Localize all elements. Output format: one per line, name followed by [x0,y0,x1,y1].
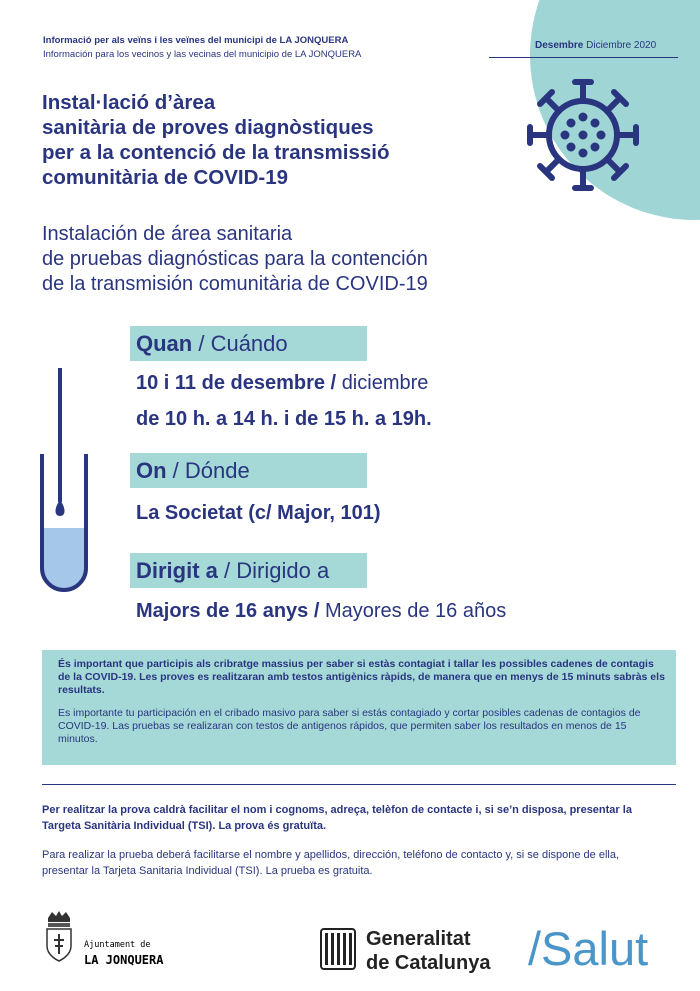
when-dates-ca: 10 i 11 de desembre / [136,372,342,394]
title-ca-line: sanitària de proves diagnòstiques [42,116,374,139]
generalitat-label-1: Generalitat [366,928,471,950]
where-label-es: / Dónde [166,458,250,483]
ajuntament-label-big: LA JONQUERA [84,953,164,967]
info-text-ca: És important que participis als cribratge massius per saber si estàs contagiat i tallar les possibles cadenes de contagis de la COVID-19. Les proves es realitzaran amb testos antigènics ràpids, de manera que en menys de 15 minuts sabràs els resultats. [58,658,665,696]
generalitat-label-2: de Catalunya [366,952,491,974]
title-ca-line: per a la contenció de la transmissió [42,141,390,164]
who-label-es: / Dirigido a [217,558,330,583]
title-ca-line: Instal·lació d’àrea [42,91,216,114]
when-hours: de 10 h. a 14 h. i de 15 h. a 19h. [136,408,432,430]
when-label-es: / Cuándo [192,331,288,356]
when-dates [136,372,428,395]
title-es-line: de la transmisión comunitària de COVID-19 [42,273,428,295]
generalitat-logo-icon [320,928,356,970]
test-tube-icon [34,368,94,598]
header-line-ca: Informació per als veïns i les veïnes del municipi de LA JONQUERA [43,35,349,46]
title-ca-line: comunitària de COVID-19 [42,166,289,189]
section-where-header [130,453,367,488]
title-catalan [42,90,472,190]
header-line-es: Información para los vecinos y las vecinas del municipio de LA JONQUERA [43,49,362,60]
section-divider [42,784,676,785]
when-dates-es: diciembre [341,372,429,394]
date-es: Diciembre 2020 [586,40,657,51]
ajuntament-label-small: Ajuntament de [84,940,151,950]
virus-icon [520,72,646,198]
jonquera-crest-icon [44,910,74,962]
title-es-line: Instalación de área sanitaria [42,223,293,245]
title-spanish [42,222,512,297]
who-label-ca: Dirigit a [136,558,218,583]
header-divider [489,57,678,58]
date-label [535,40,656,51]
who-age-es: Mayores de 16 años [324,600,507,622]
who-age [136,600,506,623]
info-text-es: Es importante tu participación en el cribado masivo para saber si estás contagiado y cortar posibles cadenas de contagios de COVID-19. Las pruebas se realizaran con testos de antigenos rápidos, que permiten saber los resultados en menos de 15 minutos. [58,707,641,745]
section-who-header [130,553,367,588]
info-box [42,650,676,765]
date-ca: Desembre [535,40,584,51]
requirements-text-es: Para realizar la prueba deberá facilitarse el nombre y apellidos, dirección, teléfono de contacto y, si se dispone de ella, presentar la Tarjeta Sanitaria Individual (TSI). La prueba es gratuita. [42,849,620,877]
title-es-line: de pruebas diagnósticas para la contención [42,248,428,270]
where-place: La Societat (c/ Major, 101) [136,502,381,524]
where-label-ca: On [136,458,167,483]
who-age-ca: Majors de 16 anys / [136,600,325,622]
requirements-text-ca: Per realitzar la prova caldrà facilitar el nom i cognoms, adreça, telèfon de contacte i, si se’n disposa, presentar la Targeta Sanitària Individual (TSI). La prova és gratuïta. [42,804,632,832]
when-label-ca: Quan [136,331,193,356]
salut-logo: /Salut [528,922,649,975]
section-when-header [130,326,367,361]
